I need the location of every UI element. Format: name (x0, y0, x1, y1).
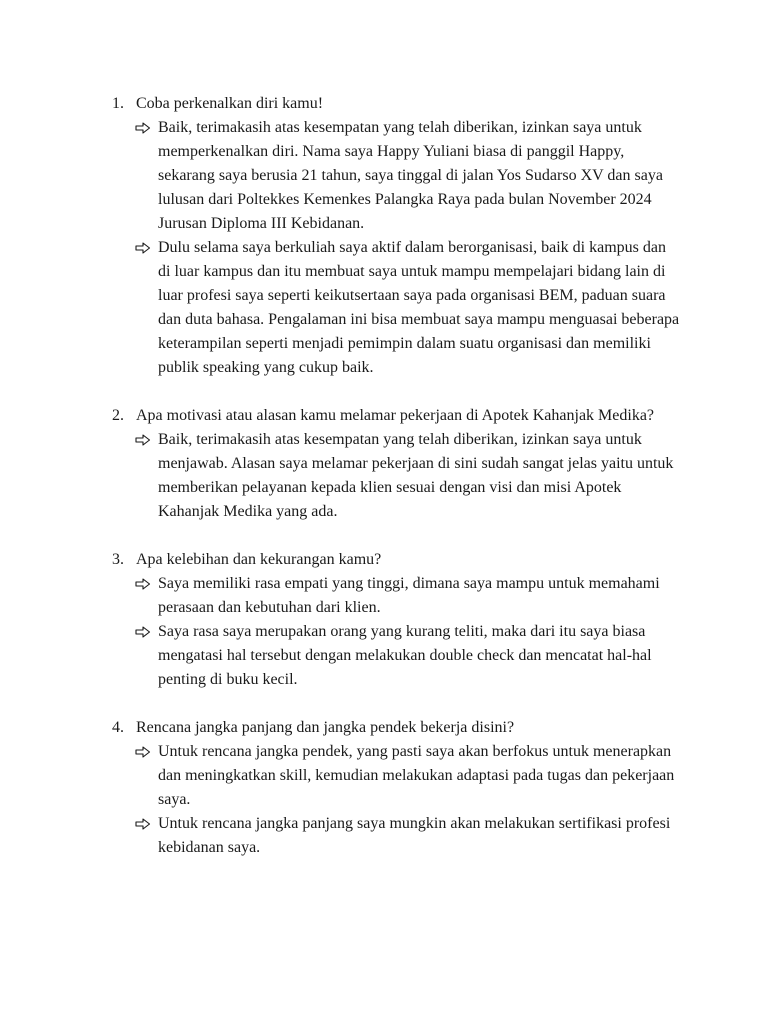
answer-item (158, 116, 680, 236)
answer-list (0, 572, 768, 692)
answer-item (158, 572, 680, 620)
answer-item (158, 428, 680, 524)
answer-text: Dulu selama saya berkuliah saya aktif dalam berorganisasi, baik di kampus dan di luar kampus dan itu membuat saya untuk mampu mempelajari bidang lain di luar profesi saya seperti keikutsertaan saya pada organisasi BEM, paduan suara dan duta bahasa. Pengalaman ini bisa membuat saya mampu menguasai beberapa keterampilan seperti menjadi pemimpin dalam suatu organisasi dan memiliki publik speaking yang cukup baik. (158, 239, 680, 376)
question-number: 4. (112, 719, 124, 736)
document-page (0, 92, 768, 884)
question-item-4 (0, 716, 768, 860)
question-number: 2. (112, 407, 124, 424)
answer-item (158, 620, 680, 692)
right-arrow-bullet-icon (135, 434, 151, 446)
right-arrow-bullet-icon (135, 242, 151, 254)
question-number: 3. (112, 551, 124, 568)
question-item-2 (0, 404, 768, 524)
right-arrow-bullet-icon (135, 626, 151, 638)
question-text: Apa kelebihan dan kekurangan kamu? (136, 551, 382, 568)
answer-text: Saya memiliki rasa empati yang tinggi, dimana saya mampu untuk memahami perasaan dan kebutuhan dari klien. (158, 575, 660, 616)
answer-item (158, 740, 680, 812)
answer-list (0, 116, 768, 380)
right-arrow-bullet-icon (135, 122, 151, 134)
answer-text: Baik, terimakasih atas kesempatan yang telah diberikan, izinkan saya untuk menjawab. Alasan saya melamar pekerjaan di sini sudah sangat jelas yaitu untuk memberikan pelayanan kepada klien sesuai dengan visi dan misi Apotek Kahanjak Medika yang ada. (158, 431, 674, 520)
question-text: Coba perkenalkan diri kamu! (136, 95, 324, 112)
answer-text: Untuk rencana jangka panjang saya mungkin akan melakukan sertifikasi profesi kebidanan saya. (158, 815, 671, 856)
answer-item (158, 236, 680, 380)
right-arrow-bullet-icon (135, 746, 151, 758)
question-number: 1. (112, 95, 124, 112)
answer-text: Saya rasa saya merupakan orang yang kurang teliti, maka dari itu saya biasa mengatasi hal tersebut dengan melakukan double check dan mencatat hal-hal penting di buku kecil. (158, 623, 652, 688)
question-text: Rencana jangka panjang dan jangka pendek bekerja disini? (136, 719, 515, 736)
question-item-1 (0, 92, 768, 380)
question-text: Apa motivasi atau alasan kamu melamar pekerjaan di Apotek Kahanjak Medika? (136, 407, 655, 424)
answer-text: Untuk rencana jangka pendek, yang pasti saya akan berfokus untuk menerapkan dan meningkatkan skill, kemudian melakukan adaptasi pada tugas dan pekerjaan saya. (158, 743, 675, 808)
answer-list (0, 428, 768, 524)
answer-text: Baik, terimakasih atas kesempatan yang telah diberikan, izinkan saya untuk memperkenalkan diri. Nama saya Happy Yuliani biasa di panggil Happy, sekarang saya berusia 21 tahun, saya tinggal di jalan Yos Sudarso XV dan saya lulusan dari Poltekkes Kemenkes Palangka Raya pada bulan November 2024 Jurusan Diploma III Kebidanan. (158, 119, 663, 232)
answer-item (158, 812, 680, 860)
answer-list (0, 740, 768, 860)
right-arrow-bullet-icon (135, 578, 151, 590)
question-item-3 (0, 548, 768, 692)
right-arrow-bullet-icon (135, 818, 151, 830)
